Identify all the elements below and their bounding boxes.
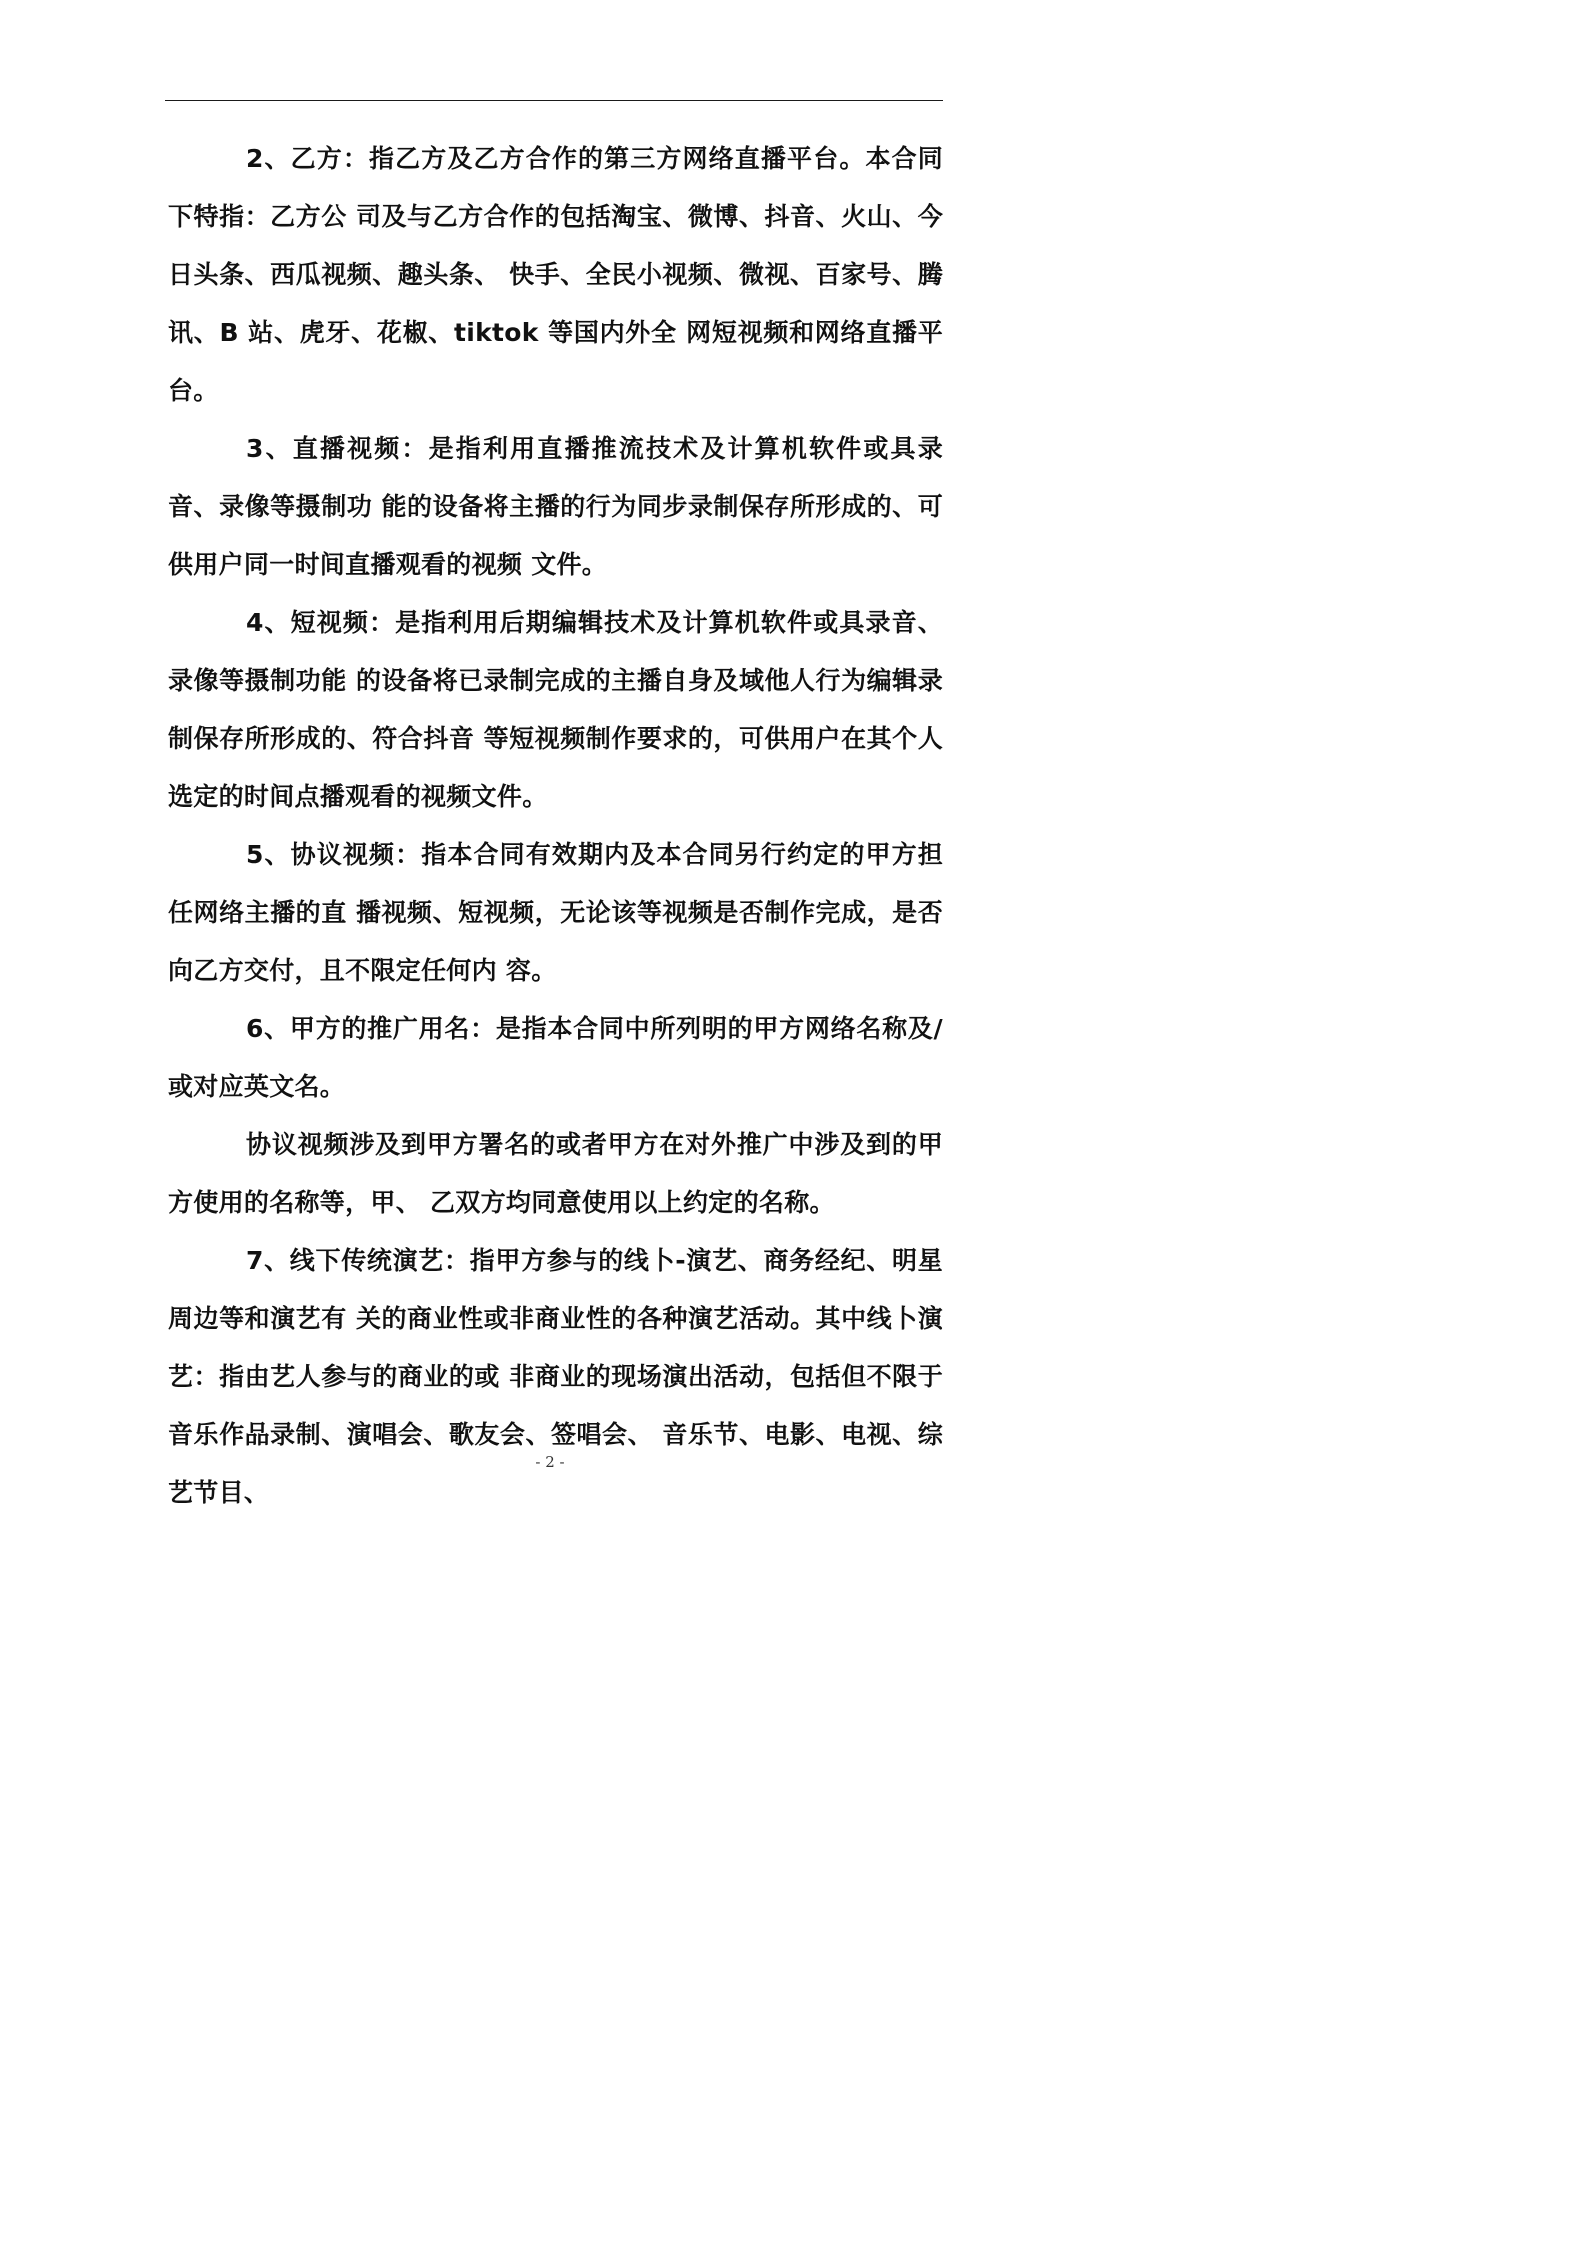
header-rule xyxy=(165,100,943,101)
page-number: - 2 - xyxy=(535,1453,565,1471)
paragraph-clause-7: 7、线下传统演艺：指甲方参与的线卜-演艺、商务经纪、明星周边等和演艺有 关的商业性或非商业性的各种演艺活动。其中线卜演艺：指由艺人参与的商业的或 非商业的现场演出活动，包括但不限于音乐作品录制、演唱会、歌友会、签唱会、 音乐节、电影、电视、综艺节目、 xyxy=(168,1246,943,1507)
paragraph-clause-6-note: 协议视频涉及到甲方署名的或者甲方在对外推广中涉及到的甲方使用的名称等，甲、 乙双方均同意使用以上约定的名称。 xyxy=(168,1130,943,1217)
paragraph-clause-4: 4、短视频：是指利用后期编辑技术及计算机软件或具录音、录像等摄制功能 的设备将已录制完成的主播自身及域他人行为编辑录制保存所形成的、符合抖音 等短视频制作要求的，可供用户在其个人选定的时间点播观看的视频文件。 xyxy=(168,608,943,811)
paragraph-clause-5: 5、协议视频：指本合同有效期内及本合同另行约定的甲方担任网络主播的直 播视频、短视频，无论该等视频是否制作完成，是否向乙方交付，且不限定任何内 容。 xyxy=(168,840,943,985)
paragraph-clause-6: 6、甲方的推广用名：是指本合同中所列明的甲方网络名称及/或对应英文名。 xyxy=(168,1014,943,1101)
paragraph-clause-3: 3、直播视频：是指利用直播推流技术及计算机软件或具录音、录像等摄制功 能的设备将主播的行为同步录制保存所形成的、可供用户同一时间直播观看的视频 文件。 xyxy=(168,434,943,579)
paragraph-clause-2: 2、乙方：指乙方及乙方合作的第三方网络直播平台。本合同下特指：乙方公 司及与乙方合作的包括淘宝、微博、抖音、火山、今日头条、西瓜视频、趣头条、 快手、全民小视频、微视、百家号、腾讯、B 站、虎牙、花椒、tiktok 等国内外全 网短视频和网络直播平台。 xyxy=(168,144,943,405)
document-body xyxy=(168,130,943,1522)
